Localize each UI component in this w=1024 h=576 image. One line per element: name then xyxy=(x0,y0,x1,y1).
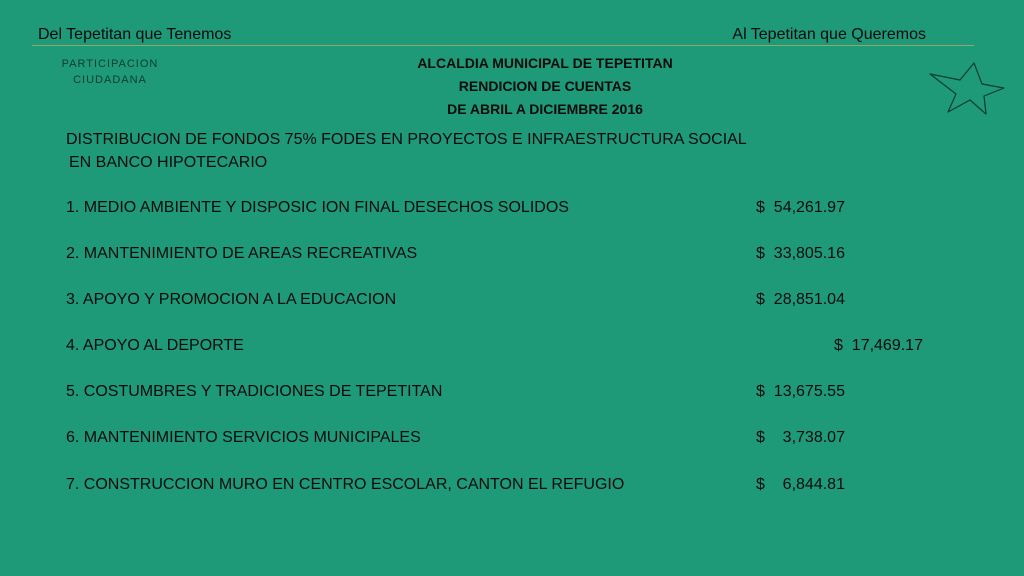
brand-line-2: CIUDADANA xyxy=(73,74,147,86)
project-amount: $ 13,675.55 xyxy=(756,383,845,400)
project-label: 5. COSTUMBRES Y TRADICIONES DE TEPETITAN xyxy=(66,383,443,400)
star-icon xyxy=(926,60,1006,116)
project-amount: $ 3,738.07 xyxy=(756,429,845,446)
brand-logo-text xyxy=(40,56,180,88)
project-label: 2. MANTENIMIENTO DE AREAS RECREATIVAS xyxy=(66,245,418,262)
fund-description xyxy=(66,128,747,174)
project-label: 4. APOYO AL DEPORTE xyxy=(66,337,244,354)
project-label: 6. MANTENIMIENTO SERVICIOS MUNICIPALES xyxy=(66,429,421,446)
title-line-2: RENDICION DE CUENTAS xyxy=(458,78,632,94)
description-line-2: EN BANCO HIPOTECARIO xyxy=(69,154,268,171)
project-amount: $ 33,805.16 xyxy=(756,245,845,262)
header-left-slogan: Del Tepetitan que Tenemos xyxy=(38,26,232,43)
project-label: 3. APOYO Y PROMOCION A LA EDUCACION xyxy=(66,291,397,308)
title-line-1: ALCALDIA MUNICIPAL DE TEPETITAN xyxy=(417,55,673,71)
description-line-1: DISTRIBUCION DE FONDOS 75% FODES EN PROYECTOS E INFRAESTRUCTURA SOCIAL xyxy=(66,131,747,148)
brand-line-1: PARTICIPACION xyxy=(61,58,159,70)
project-label: 7. CONSTRUCCION MURO EN CENTRO ESCOLAR, CANTON EL REFUGIO xyxy=(66,476,625,493)
title-line-3: DE ABRIL A DICIEMBRE 2016 xyxy=(447,101,643,117)
project-amount: $ 6,844.81 xyxy=(756,476,845,493)
project-amount: $ 17,469.17 xyxy=(834,337,923,354)
project-label: 1. MEDIO AMBIENTE Y DISPOSIC ION FINAL DESECHOS SOLIDOS xyxy=(66,199,569,216)
header-divider xyxy=(32,45,974,46)
header-right-slogan: Al Tepetitan que Queremos xyxy=(732,26,926,43)
project-amount: $ 28,851.04 xyxy=(756,291,845,308)
report-title xyxy=(350,52,740,121)
project-amount: $ 54,261.97 xyxy=(756,199,845,216)
